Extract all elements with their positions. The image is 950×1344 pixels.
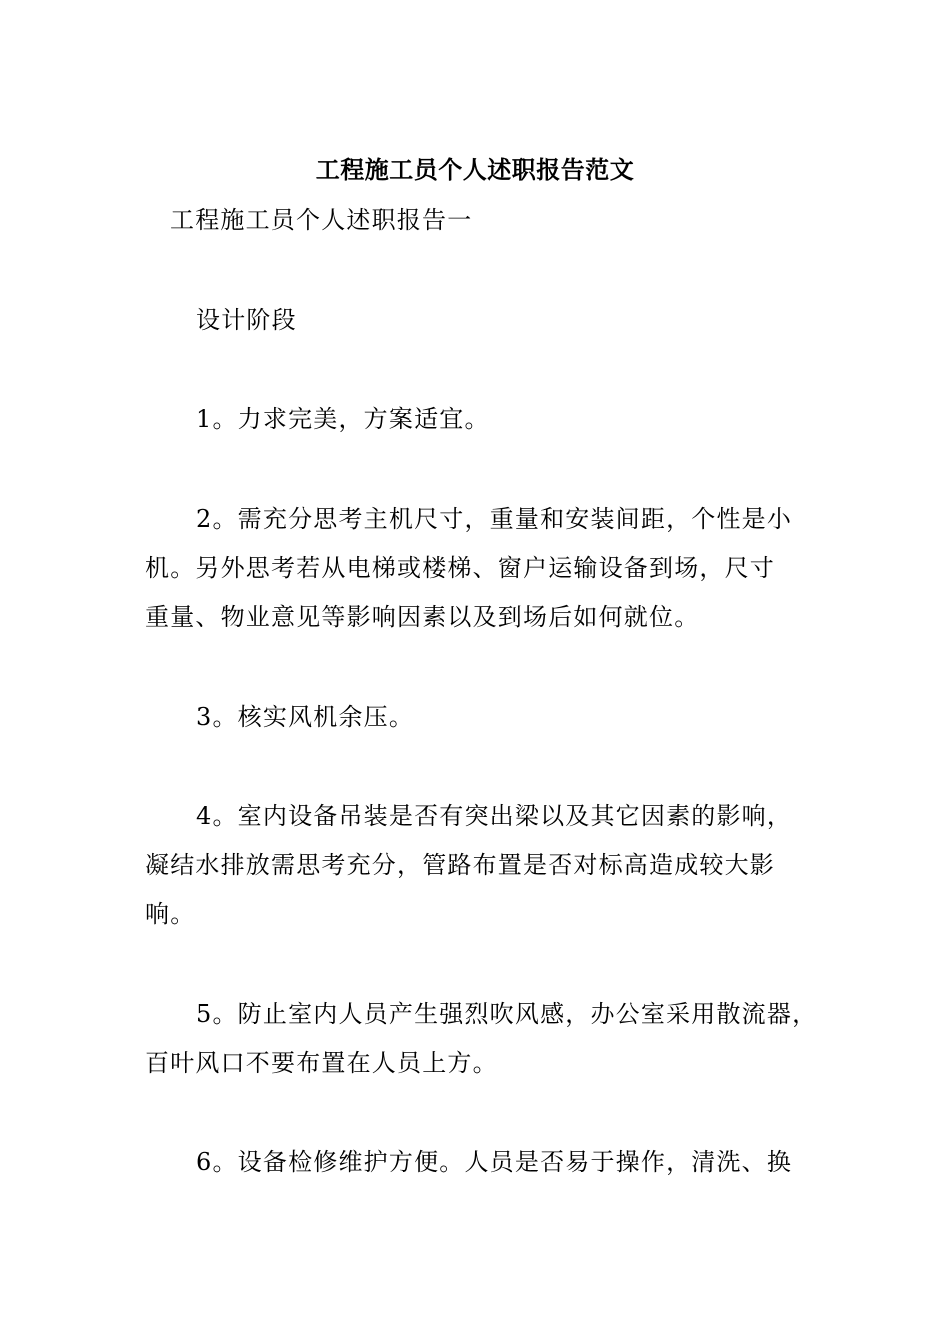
list-item-5-line-2: 百叶风口不要布置在人员上方。 bbox=[145, 1049, 498, 1077]
list-item-4-line-2: 凝结水排放需思考充分，管路布置是否对标高造成较大影 bbox=[145, 851, 775, 879]
list-item-2-line-1: 2。需充分思考主机尺寸，重量和安装间距，个性是小 bbox=[196, 505, 793, 533]
document-title: 工程施工员个人述职报告范文 bbox=[315, 155, 635, 184]
list-item-1-line-1: 1。力求完美，方案适宜。 bbox=[196, 405, 490, 433]
list-item-6-line-1: 6。设备检修维护方便。人员是否易于操作，清洗、换 bbox=[196, 1148, 793, 1176]
list-item-4-line-3: 响。 bbox=[145, 900, 196, 928]
section-heading: 设计阶段 bbox=[196, 306, 297, 334]
list-item-4-line-1: 4。室内设备吊装是否有突出梁以及其它因素的影响， bbox=[196, 802, 793, 830]
list-item-2-line-2: 机。另外思考若从电梯或楼梯、窗户运输设备到场，尺寸 bbox=[145, 554, 775, 582]
document-subtitle: 工程施工员个人述职报告一 bbox=[170, 206, 473, 234]
list-item-5-line-1: 5。防止室内人员产生强烈吹风感，办公室采用散流器， bbox=[196, 1000, 818, 1028]
list-item-3-line-1: 3。核实风机余压。 bbox=[196, 703, 415, 731]
list-item-2-line-3: 重量、物业意见等影响因素以及到场后如何就位。 bbox=[145, 603, 700, 631]
